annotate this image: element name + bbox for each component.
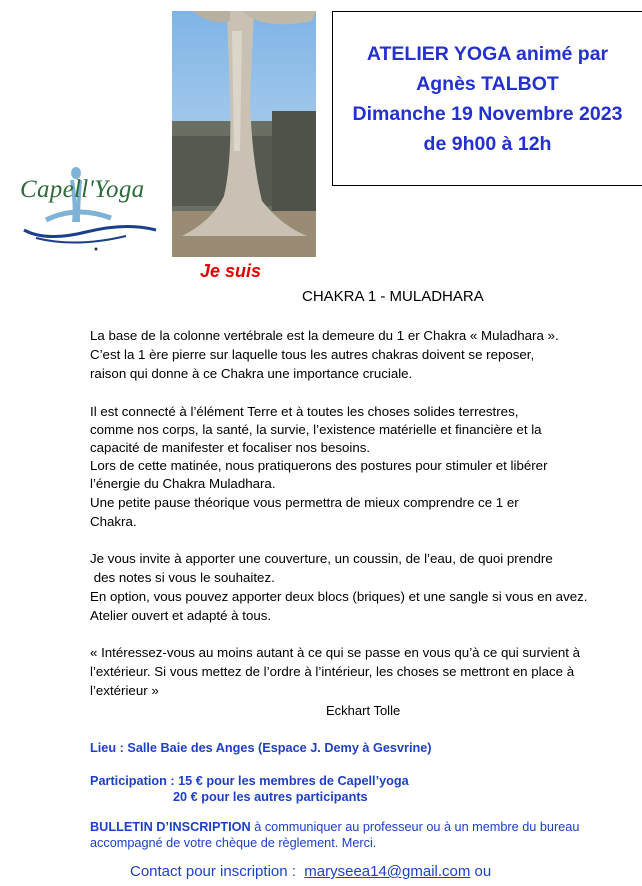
body-line: Je vous invite à apporter une couverture, un coussin, de l’eau, de quoi prendre — [90, 551, 553, 566]
body-line: La base de la colonne vertébrale est la demeure du 1 er Chakra « Muladhara ». — [90, 328, 559, 343]
quote-line: l’extérieur. Si vous mettez de l’ordre à l’intérieur, les choses se mettront en place à — [90, 664, 575, 679]
body-line: capacité de manifester et focaliser nos besoins. — [90, 440, 371, 455]
body-line: Lors de cette matinée, nous pratiquerons des postures pour stimuler et libérer — [90, 458, 548, 473]
body-line: Une petite pause théorique vous permettra de mieux comprendre ce 1 er — [90, 495, 519, 510]
je-suis-text: Je suis — [200, 261, 262, 281]
tree-photo — [172, 11, 316, 257]
body-line: des notes si vous le souhaitez. — [90, 570, 275, 585]
event-time: de 9h00 à 12h — [423, 132, 552, 155]
body-line: raison qui donne à ce Chakra une importance cruciale. — [90, 366, 413, 381]
quote-author: Eckhart Tolle — [326, 703, 401, 718]
yoga-figure-icon — [16, 160, 166, 252]
venue-text: Lieu : Salle Baie des Anges (Espace J. Demy à Gesvrine) — [90, 741, 432, 755]
bulletin-line: BULLETIN D’INSCRIPTION à communiquer au professeur ou à un membre du bureau — [90, 820, 580, 834]
price-other: 20 € pour les autres participants — [173, 790, 368, 804]
event-title-box — [332, 11, 642, 186]
body-line: comme nos corps, la santé, la survie, l’existence matérielle et financière et la — [90, 422, 542, 437]
quote-line: « Intéressez-vous au moins autant à ce qui se passe en vous qu’à ce qui survient à — [90, 645, 581, 660]
contact-line: Contact pour inscription : maryseea14@gmail.com ou — [130, 863, 492, 880]
bulletin-line-2: accompagné de votre chèque de règlement. Merci. — [90, 836, 377, 850]
event-date: Dimanche 19 Novembre 2023 — [352, 102, 623, 125]
event-instructor: Agnès TALBOT — [416, 72, 559, 95]
body-line: Atelier ouvert et adapté à tous. — [90, 608, 272, 623]
event-title: ATELIER YOGA animé par — [366, 42, 609, 65]
body-line: l’énergie du Chakra Muladhara. — [90, 476, 276, 491]
participation-line: Participation : 15 € pour les membres de Capell’yoga — [90, 774, 409, 788]
logo-text: Capell'Yoga — [20, 176, 145, 203]
body-line: Chakra. — [90, 514, 137, 529]
body-line: C’est la 1 ère pierre sur laquelle tous les autres chakras doivent se reposer, — [90, 347, 535, 362]
contact-email-link[interactable]: maryseea14@gmail.com — [304, 863, 471, 880]
quote-line: l’extérieur » — [90, 683, 159, 698]
capellyoga-logo — [16, 160, 166, 252]
chakra-title: CHAKRA 1 - MULADHARA — [302, 288, 484, 305]
body-line: En option, vous pouvez apporter deux blocs (briques) et une sangle si vous en avez. — [90, 589, 588, 604]
body-line: Il est connecté à l’élément Terre et à toutes les choses solides terrestres, — [90, 404, 519, 419]
